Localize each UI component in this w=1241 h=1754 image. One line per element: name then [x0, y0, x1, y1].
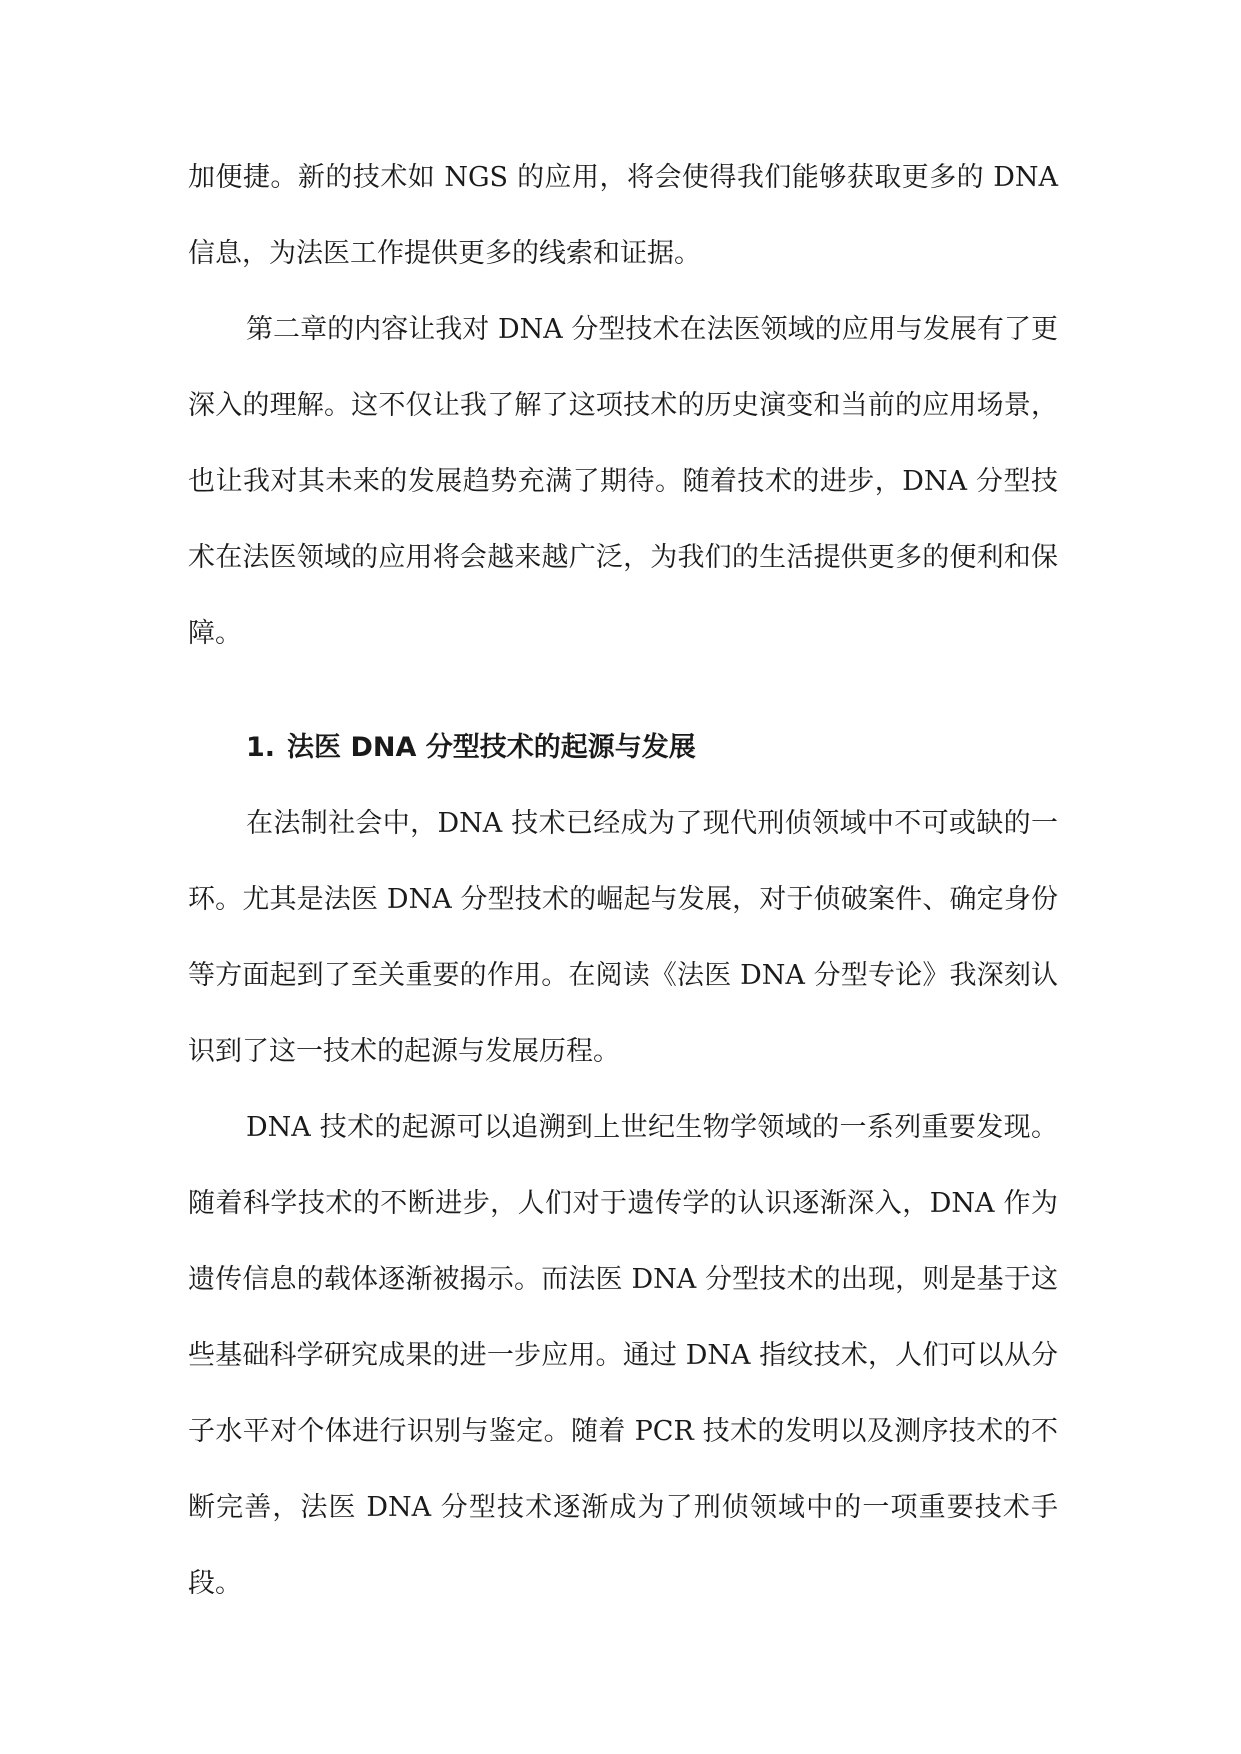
section-heading [188, 710, 1058, 786]
section-number: 1. [246, 732, 276, 763]
paragraph-dna-origins: DNA 技术的起源可以追溯到上世纪生物学领域的一系列重要发现。随着科学技术的不断进步，人们对于遗传学的认识逐渐深入，DNA 作为遗传信息的载体逐渐被揭示。而法医 DNA 分型技术的出现，则是基于这些基础科学研究成果的进一步应用。通过 DNA 指纹技术，人们可以从分子水平对个体进行识别与鉴定。随着 PCR 技术的发明以及测序技术的不断完善，法医 DNA 分型技术逐渐成为了刑侦领域中的一项重要技术手段。 [188, 1112, 1058, 1599]
paragraph-dna-in-society: 在法制社会中，DNA 技术已经成为了现代刑侦领域中不可或缺的一环。尤其是法医 DNA 分型技术的崛起与发展，对于侦破案件、确定身份等方面起到了至关重要的作用。在阅读《法医 DNA 分型专论》我深刻认识到了这一技术的起源与发展历程。 [188, 808, 1058, 1067]
paragraph-chapter-two-reflection: 第二章的内容让我对 DNA 分型技术在法医领域的应用与发展有了更深入的理解。这不仅让我了解了这项技术的历史演变和当前的应用场景，也让我对其未来的发展趋势充满了期待。随着技术的进步，DNA 分型技术在法医领域的应用将会越来越广泛，为我们的生活提供更多的便利和保障。 [188, 314, 1058, 649]
document-body [188, 140, 1058, 1622]
paragraph-ngs-continuation: 加便捷。新的技术如 NGS 的应用，将会使得我们能够获取更多的 DNA 信息，为法医工作提供更多的线索和证据。 [188, 162, 1058, 269]
section-title: 法医 DNA 分型技术的起源与发展 [287, 732, 696, 763]
